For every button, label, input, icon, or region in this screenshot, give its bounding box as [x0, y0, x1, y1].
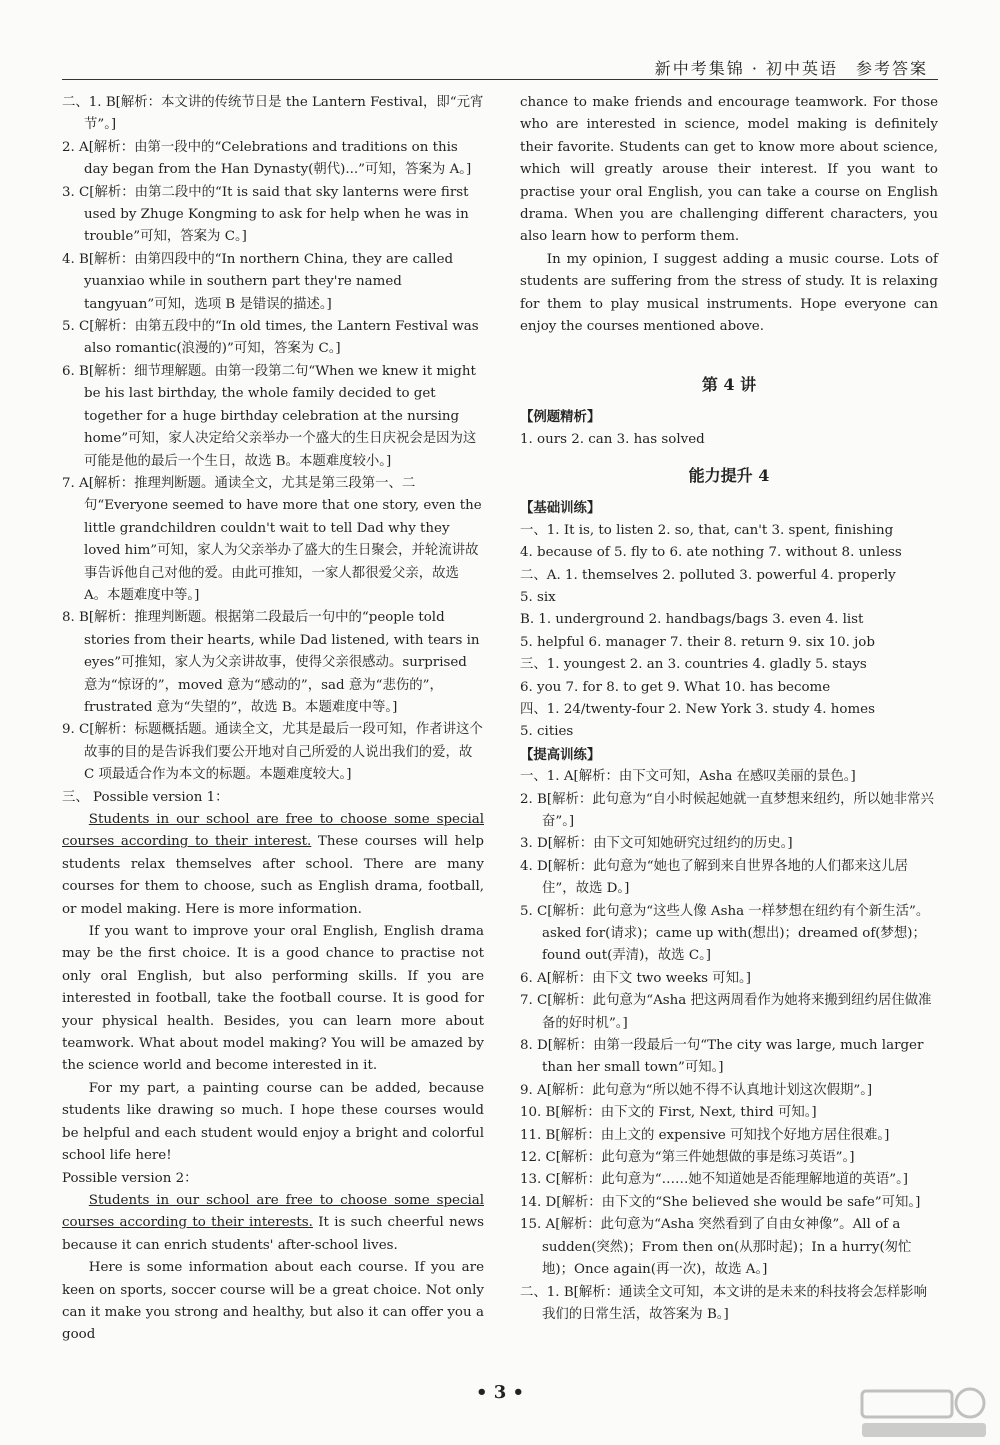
answer-line: 四、1. 24/twenty-four 2. New York 3. study 4. homes	[520, 701, 875, 717]
essay-paragraph: If you want to improve your oral English, English drama may be the first choice. It is a good chance to practise not only oral English, but also performing skills. If you are interested in football, take the football course. It is good for your physical health. Besides, you can learn more about teamwork. What about model making? You will be amazed by the science world and become interested in it.	[62, 924, 484, 1074]
right-column	[520, 92, 938, 1326]
spacer	[520, 338, 938, 360]
version-1-label: 三、 Possible version 1：	[62, 789, 229, 805]
answer-item: 13. C[解析：此句意为“……她不知道她是否能理解地道的英语”。]	[520, 1172, 909, 1188]
section-label: 【例题精析】	[520, 409, 601, 426]
essay-paragraph: Students in our school are free to choose some special courses according to their interests. It is such cheerful news because it can enrich students' after-school lives.	[62, 1192, 484, 1253]
answer-item: 3. C[解析：由第二段中的“It is said that sky lanterns were first used by Zhuge Kongming to ask for help when he was in trouble”可知，答案为 C。]	[62, 184, 469, 245]
answer-item: 3. D[解析：由下文可知她研究过纽约的历史。]	[520, 836, 793, 852]
answer-line: B. 1. underground 2. handbags/bags 3. even 4. list	[520, 612, 864, 628]
answer-item: 6. A[解析：由下文 two weeks 可知。]	[520, 970, 751, 986]
essay-paragraph: Here is some information about each course. If you are keen on sports, soccer course will be a great choice. Not only can it make you strong and healthy, but also it can offer you a good	[62, 1260, 484, 1343]
answer-item: 6. B[解析：细节理解题。由第一段第二句“When we knew it might be his last birthday, the whole family decided to get together for a huge birthday celebration at the nursing home”可知，家人决定给父亲举办一个盛大的生日庆祝会是因为这可能是他的最后一个生日，故选 B。本题难度较小。]	[62, 363, 477, 469]
topic-sentence: Students in our school are free to choose some special courses according to their interest.	[62, 812, 484, 850]
answer-line: 一、1. It is, to listen 2. so, that, can't 3. spent, finishing	[520, 522, 894, 538]
answer-item: 2. B[解析：此句意为“自小时候起她就一直梦想来纽约，所以她非常兴奋”。]	[520, 791, 934, 829]
answer-line: 5. six	[520, 589, 556, 605]
answer-item: 7. A[解析：推理判断题。通读全文，尤其是第三段第一、二句“Everyone seemed to have more that one story, even the little grandchildren couldn't wait to tell Dad why they loved him”可知，家人为父亲举办了盛大的生日聚会，并轮流讲故事告诉他自己对他的爱。由此可推知，一家人都很爱父亲，故选 A。本题难度中等。]	[62, 475, 482, 603]
lecture-title: 第 4 讲	[701, 375, 757, 395]
answer-line: 1. ours 2. can 3. has solved	[520, 431, 705, 447]
answer-item: 11. B[解析：由上文的 expensive 可知找个好地方居住很难。]	[520, 1127, 890, 1143]
answer-line: 6. you 7. for 8. to get 9. What 10. has become	[520, 679, 831, 695]
answer-line: 5. cities	[520, 724, 574, 740]
answer-item: 8. B[解析：推理判断题。根据第二段最后一句中的“people told stories from their hearts, while Dad listened, with tears in eyes”可推知，家人为父亲讲故事，使得父亲很感动。surprised 意为“惊讶的”，moved 意为“感动的”，sad 意为“悲伤的”，frustrated 意为“失望的”，故选 B。本题难度中等。]	[62, 610, 480, 715]
answer-item: 7. C[解析：此句意为“Asha 把这两周看作为她将来搬到纽约居住做准备的好时机”。]	[520, 993, 932, 1031]
section-label: 【提高训练】	[520, 746, 601, 763]
answer-item: 9. C[解析：标题概括题。通读全文，尤其是最后一段可知，作者讲这个故事的目的是告诉我们要公开地对自己所爱的人说出我们的爱，故 C 项最适合作为本文的标题。本题难度较大。]	[62, 722, 483, 783]
section-title: 能力提升 4	[688, 466, 770, 486]
answer-item: 二、1. B[解析：通读全文可知，本文讲的是未来的科技将会怎样影响我们的日常生活，故答案为 B。]	[520, 1284, 928, 1322]
answer-line: 5. helpful 6. manager 7. their 8. return 9. six 10. job	[520, 634, 875, 650]
answer-item: 2. A[解析：由第一段中的“Celebrations and traditions on this day began from the Han Dynasty(朝代)...”可知，答案为 A。]	[62, 139, 472, 178]
essay-paragraph: Students in our school are free to choose some special courses according to their interest. These courses will help students relax themselves after school. There are many courses for them to choose, such as English drama, football, or model making. Here is more information.	[62, 812, 484, 917]
section-label: 【基础训练】	[520, 500, 601, 517]
page-number: • 3 •	[475, 1382, 525, 1403]
answer-item: 4. B[解析：由第四段中的“In northern China, they are called yuanxiao while in southern part they're named tangyuan”可知，选项 B 是错误的描述。]	[62, 251, 454, 312]
watermark-logo	[860, 1385, 988, 1440]
answer-line: 二、A. 1. themselves 2. polluted 3. powerful 4. properly	[520, 567, 896, 583]
answer-item: 8. D[解析：由第一段最后一句“The city was large, much larger than her small town”可知。]	[520, 1038, 924, 1076]
answer-item: 10. B[解析：由下文的 First, Next, third 可知。]	[520, 1105, 817, 1121]
answer-line: 三、1. youngest 2. an 3. countries 4. gladly 5. stays	[520, 657, 867, 673]
answer-item: 12. C[解析：此句意为“第三件她想做的事是练习英语”。]	[520, 1150, 855, 1166]
answer-item: 5. C[解析：此句意为“这些人像 Asha 一样梦想在纽约有个新生活”。asked for(请求)；came up with(想出)；dreamed of(梦想)；found out(弄清)，故选 C。]	[520, 903, 930, 964]
left-column	[62, 92, 484, 1347]
essay-paragraph: chance to make friends and encourage teamwork. For those who are interested in science, model making is definitely their favorite. Students can get to know more about science, which will greatly arouse their interest. If you want to practise your oral English, you can take a course on English drama. When you are challenging different characters, you also learn how to perform them.	[520, 95, 938, 245]
version-2-label: Possible version 2：	[62, 1170, 198, 1186]
page-header: 新中考集锦 · 初中英语 参考答案	[62, 56, 938, 80]
essay-paragraph: In my opinion, I suggest adding a music course. Lots of students are suffering from the stress of study. It is relaxing for them to play musical instruments. Hope everyone can enjoy the courses mentioned above.	[520, 251, 938, 335]
answer-item: 一、1. A[解析：由下文可知，Asha 在感叹美丽的景色。]	[520, 769, 856, 785]
topic-sentence: Students in our school are free to choose some special courses according to their interests.	[62, 1192, 484, 1231]
answer-item: 4. D[解析：此句意为“她也了解到来自世界各地的人们都来这儿居住”，故选 D。]	[520, 858, 908, 897]
answer-item: 14. D[解析：由下文的“She believed she would be safe”可知。]	[520, 1194, 921, 1210]
answer-line: 4. because of 5. fly to 6. ate nothing 7. without 8. unless	[520, 545, 902, 561]
answer-item: 二、1. B[解析：本文讲的传统节日是 the Lantern Festival，即“元宵节”。]	[62, 95, 484, 133]
answer-item: 9. A[解析：此句意为“所以她不得不认真地计划这次假期”。]	[520, 1082, 873, 1098]
essay-paragraph: For my part, a painting course can be added, because students like drawing so much. I hope these courses would be helpful and each student would enjoy a bright and colorful school life here!	[62, 1080, 484, 1164]
answer-item: 5. C[解析：由第五段中的“In old times, the Lantern Festival was also romantic(浪漫的)”可知，答案为 C。]	[62, 319, 479, 357]
answer-item: 15. A[解析：此句意为“Asha 突然看到了自由女神像”。All of a sudden(突然)；From then on(从那时起)；In a hurry(匆忙地)；Once again(再一次)，故选 A。]	[520, 1217, 912, 1278]
